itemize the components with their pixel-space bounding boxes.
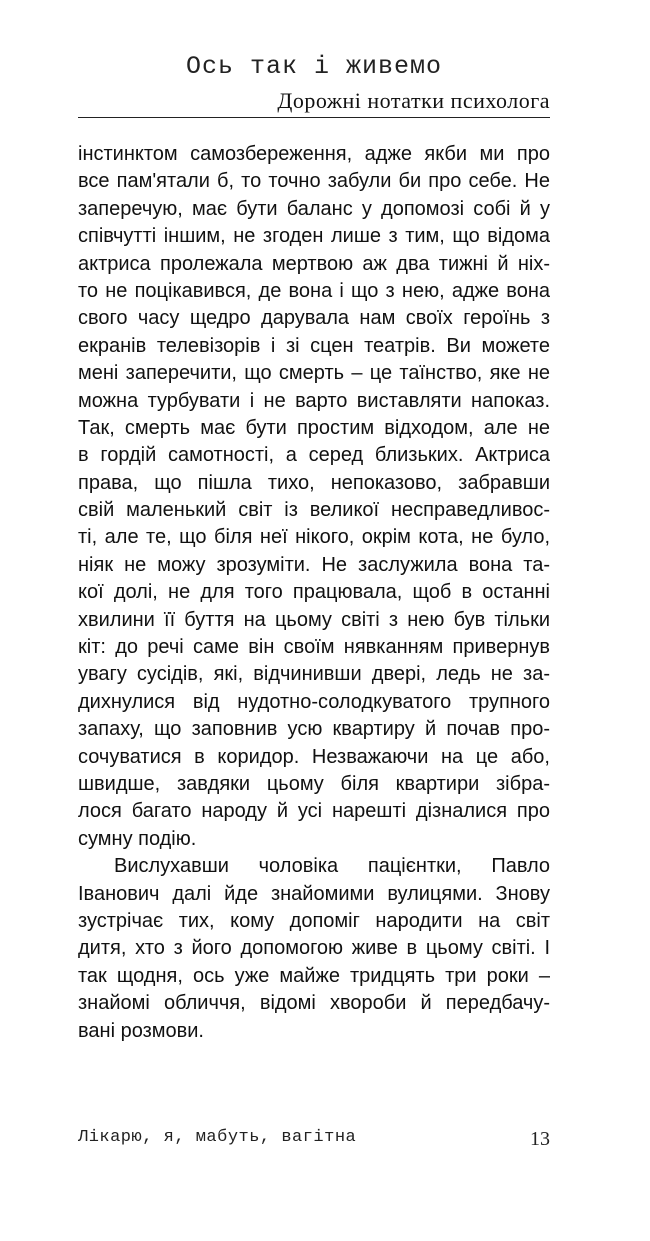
- text-line: вані розмови.: [78, 1019, 204, 1042]
- text-line: ті, але те, що біля неї нікого, окрім кота, не було,: [78, 526, 550, 549]
- text-line: можна турбувати і не варто виставляти напоказ.: [78, 389, 550, 412]
- running-header-title: Ось так і живемо: [185, 52, 443, 81]
- running-footer-title: Лікарю, я, мабуть, вагітна: [78, 1128, 357, 1147]
- text-line: кої долі, не для того працювала, щоб в останні: [78, 581, 550, 604]
- text-line: мені заперечити, що смерть – це таїнство, яке не: [78, 362, 550, 385]
- page-number: 13: [530, 1128, 550, 1150]
- paragraph: [78, 141, 550, 853]
- text-line: Вислухавши чоловіка пацієнтки, Павло: [114, 855, 550, 878]
- text-line: актриса пролежала мертвою аж два тижні й ніх-: [78, 252, 550, 275]
- text-line: сочуватися в коридор. Незважаючи на це або,: [78, 745, 550, 768]
- text-line: кіт: до речі саме він своїм нявканням привернув: [78, 636, 550, 659]
- text-line: сумну подію.: [78, 827, 197, 850]
- text-line: екранів телевізорів і зі сцен театрів. Ви можете: [78, 334, 550, 357]
- text-line: зустрічає тих, кому допоміг народити на світ: [78, 909, 550, 932]
- text-line: свого часу щедро дарувала нам своїх героїнь з: [78, 307, 550, 330]
- text-line: все пам'ятали б, то точно забули би про себе. Не: [78, 170, 550, 193]
- paragraph: [78, 853, 550, 1045]
- header-divider: [78, 117, 550, 118]
- body-text: [78, 141, 550, 1045]
- text-line: свій маленький світ із великої несправедливос-: [78, 499, 550, 522]
- running-header-subtitle: Дорожні нотатки психолога: [277, 88, 550, 113]
- text-line: то не поцікавився, де вона і що з нею, адже вона: [78, 279, 550, 302]
- text-line: увагу сусідів, які, відчинивши двері, ледь не за-: [78, 663, 550, 686]
- text-line: так щодня, ось уже майже тридцять три роки –: [78, 964, 550, 987]
- text-line: права, що пішла тихо, непоказово, забравши: [78, 471, 550, 494]
- text-line: дихнулися від нудотно-солодкуватого трупного: [78, 690, 550, 713]
- text-line: інстинктом самозбереження, адже якби ми про: [78, 143, 550, 165]
- text-line: швидше, завдяки цьому біля квартири зібра-: [78, 772, 550, 795]
- text-line: співчутті іншим, не згоден лише з тим, що відома: [78, 225, 550, 248]
- text-line: заперечую, має бути баланс у допомозі собі й у: [78, 197, 550, 220]
- text-line: Так, смерть має бути простим відходом, але не: [78, 416, 550, 439]
- text-line: дитя, хто з його допомогою живе в цьому світі. І: [78, 937, 550, 960]
- text-line: лося багато народу й усі нарешті дізналися про: [78, 800, 550, 823]
- text-line: в гордій самотності, а серед близьких. Актриса: [78, 444, 550, 467]
- text-line: хвилини її буття на цьому світі з нею був тільки: [78, 608, 550, 631]
- text-line: ніяк не можу зрозуміти. Не заслужила вона та-: [78, 553, 550, 576]
- text-line: знайомі обличчя, відомі хвороби й передбачу-: [78, 992, 550, 1015]
- text-line: запаху, що заповнив усю квартиру й почав про-: [78, 718, 550, 741]
- text-line: Іванович далі йде знайомими вулицями. Знову: [78, 882, 550, 905]
